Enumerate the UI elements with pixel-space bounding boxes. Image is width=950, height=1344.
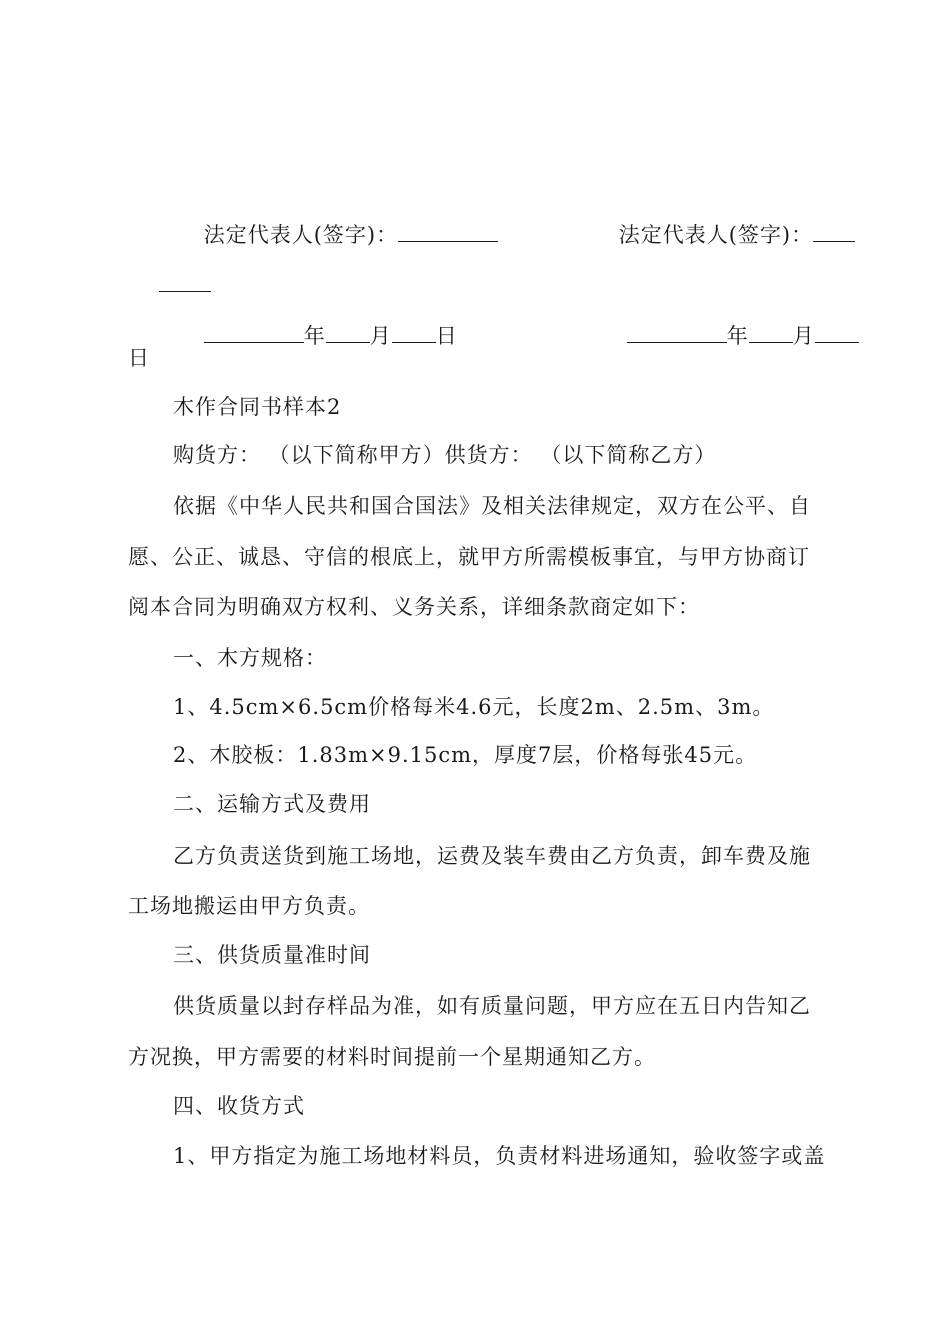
section-2-heading: 二、运输方式及费用 xyxy=(173,792,371,816)
signature-right-label: 法定代表人(签字)： xyxy=(618,223,814,247)
section-1-item-1: 1、4.5cm×6.5cm价格每米4.6元，长度2m、2.5m、3m。 xyxy=(173,695,775,719)
date-right-day: 日 xyxy=(128,346,150,370)
section-3-line-2: 方况换，甲方需要的材料时间提前一个星期通知乙方。 xyxy=(128,1045,656,1069)
section-2-line-2: 工场地搬运由甲方负责。 xyxy=(128,894,370,918)
signature-right xyxy=(588,193,855,277)
contract-title: 木作合同书样本2 xyxy=(173,395,342,419)
intro-line-1: 依据《中华人民共和国合国法》及相关法律规定，双方在公平、自 xyxy=(173,494,811,518)
section-2-line-1: 乙方负责送货到施工场地，运费及装车费由乙方负责，卸车费及施 xyxy=(173,844,811,868)
date-left xyxy=(173,294,458,378)
date-right-year: 年 xyxy=(726,324,749,348)
date-left-year: 年 xyxy=(303,324,326,348)
signature-left xyxy=(173,193,498,277)
section-4-line-1: 1、甲方指定为施工场地材料员，负责材料进场通知，验收签字或盖 xyxy=(173,1144,826,1168)
section-1-item-2: 2、木胶板：1.83m×9.15cm，厚度7层，价格每张45元。 xyxy=(173,743,758,767)
signature-right-blank xyxy=(813,225,855,242)
section-3-line-1: 供货质量以封存样品为准，如有质量问题，甲方应在五日内告知乙 xyxy=(173,994,811,1018)
section-3-heading: 三、供货质量准时间 xyxy=(173,943,371,967)
date-right-month: 月 xyxy=(792,324,815,348)
intro-line-2: 愿、公正、诚恳、守信的根底上，就甲方所需模板事宜，与甲方协商订 xyxy=(128,545,810,569)
date-right xyxy=(596,294,859,378)
signature-left-label: 法定代表人(签字)： xyxy=(203,223,399,247)
date-left-day: 日 xyxy=(435,324,458,348)
parties-line: 购货方： （以下简称甲方）供货方： （以下简称乙方） xyxy=(173,443,717,467)
section-4-heading: 四、收货方式 xyxy=(173,1094,305,1118)
intro-line-3: 阅本合同为明确双方权利、义务关系，详细条款商定如下： xyxy=(128,595,700,619)
section-1-heading: 一、木方规格： xyxy=(173,646,327,670)
signature-left-blank xyxy=(398,225,498,242)
date-left-month: 月 xyxy=(369,324,392,348)
